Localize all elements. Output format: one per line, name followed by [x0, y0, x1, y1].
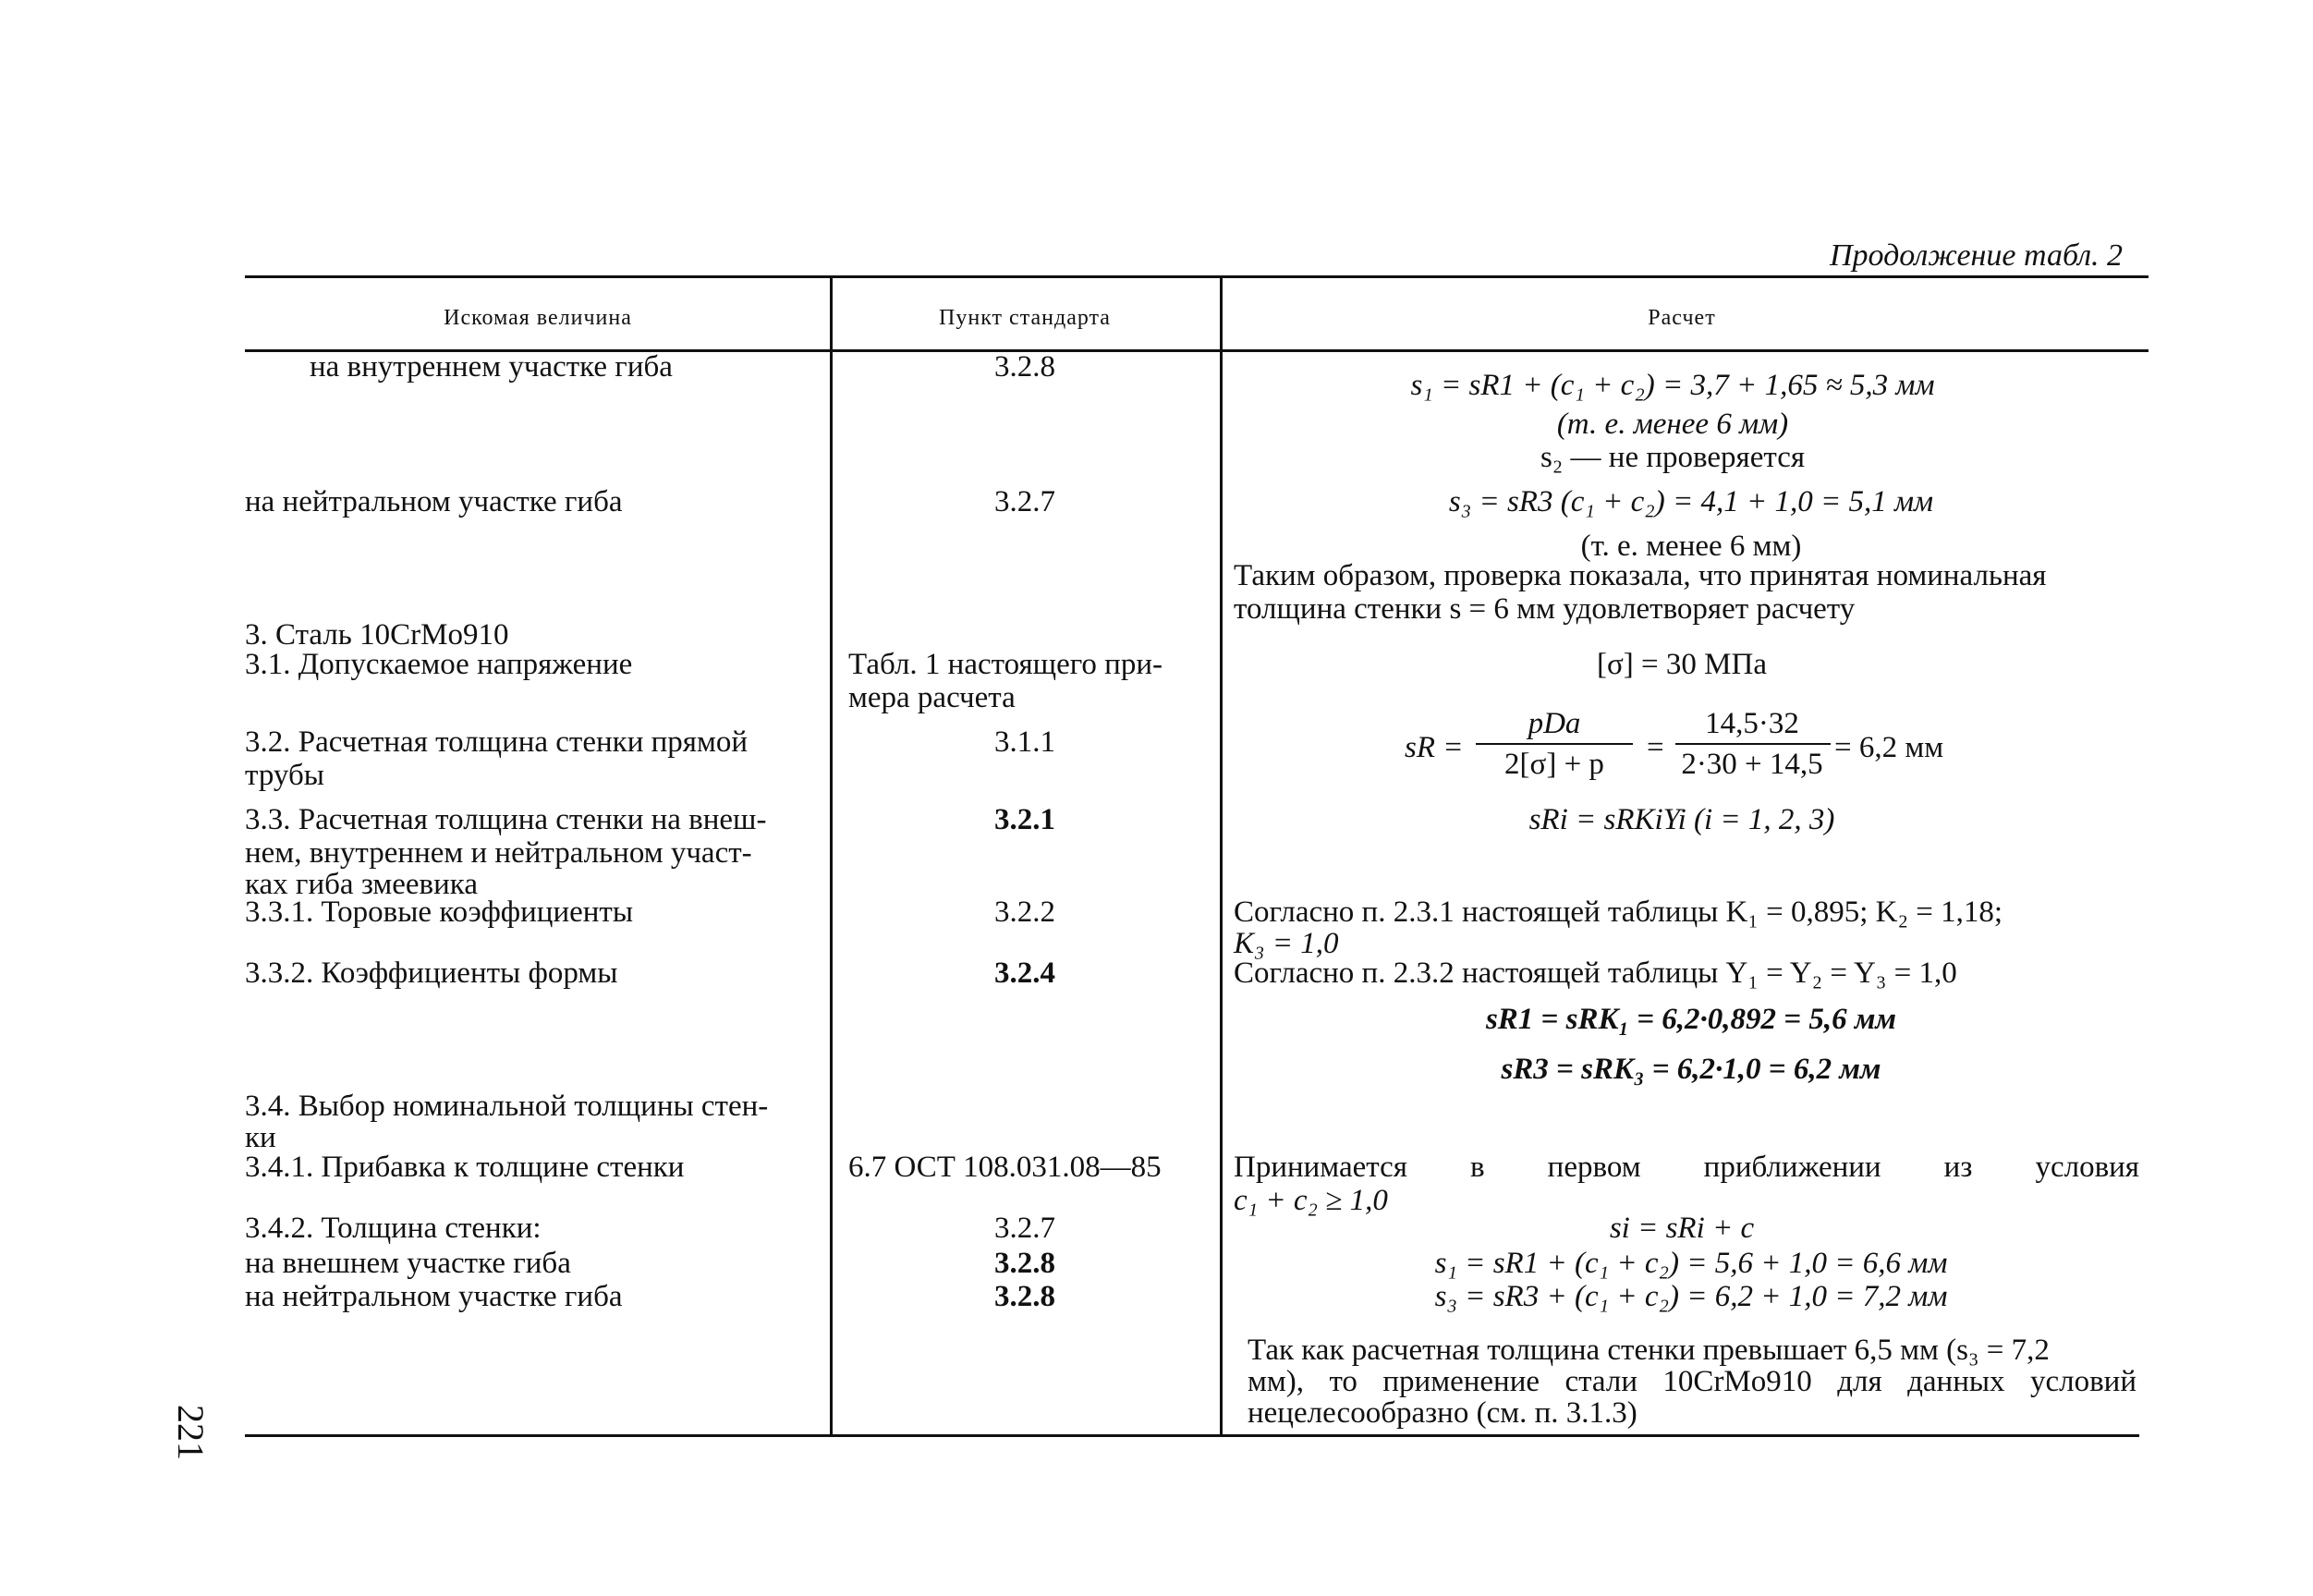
row-3-4-1-calc-2: c₁ + c₂ ≥ 1,0 [1234, 1184, 1388, 1217]
row-3-3-1-ref: 3.2.2 [994, 895, 1055, 929]
row-neutral-bend-calc-1: s₃ = sR3 (c₁ + c₂) = 4,1 + 1,0 = 5,1 мм [1448, 485, 1934, 518]
row-3-4-name-2: ки [245, 1121, 276, 1154]
column-divider-1 [830, 275, 833, 1434]
header-quantity: Искомая величина [444, 306, 632, 330]
row-outer-bend-name: на внешнем участке гиба [245, 1247, 571, 1280]
row-inner-bend-ref: 3.2.8 [994, 350, 1055, 384]
header-calculation: Расчет [1648, 306, 1716, 330]
conclusion-1-line-1: Таким образом, проверка показала, что принятая номинальная [1234, 559, 2047, 592]
row-3-3-1-calc-1: Согласно п. 2.3.1 настоящей таблицы K₁ = 0,895; K₂ = 1,18; [1234, 895, 2003, 929]
row-outer-bend-ref: 3.2.8 [994, 1247, 1055, 1280]
table-caption: Продолжение табл. 2 [1830, 238, 2124, 273]
row-3-3-name-1: 3.3. Расчетная толщина стенки на внеш- [245, 803, 767, 836]
row-3-3-name-3: ках гиба змеевика [245, 868, 478, 901]
row-3-2-calc-denominator-2: 2·30 + 14,5 [1681, 748, 1823, 781]
fraction-bar-1 [1476, 743, 1633, 745]
row-neutral-bend-2-ref: 3.2.8 [994, 1280, 1055, 1313]
row-inner-bend-name: на внутреннем участке гиба [310, 350, 673, 384]
row-inner-bend-calc-2: (т. е. менее 6 мм) [1556, 408, 1789, 441]
row-3-2-ref: 3.1.1 [994, 725, 1055, 759]
row-3-2-calc-numerator-1: pDa [1528, 707, 1581, 740]
row-3-1-ref-2: мера расчета [848, 681, 1016, 714]
row-3-2-calc-lhs: sR = [1405, 731, 1464, 764]
row-neutral-bend-2-calc: s₃ = sR3 + (c₁ + c₂) = 6,2 + 1,0 = 7,2 мм [1434, 1280, 1948, 1313]
section-3-title: 3. Сталь 10CrMo910 [245, 618, 509, 652]
row-3-4-2-calc: si = sRi + c [1609, 1212, 1755, 1245]
row-inner-bend-calc-1: s₁ = sR1 + (c₁ + c₂) = 3,7 + 1,65 ≈ 5,3 мм [1410, 369, 1935, 402]
row-3-4-1-ref: 6.7 ОСТ 108.031.08—85 [848, 1151, 1162, 1184]
conclusion-1-line-2: толщина стенки s = 6 мм удовлетворяет расчету [1234, 592, 1856, 626]
conclusion-2-line-2: мм), то применение стали 10CrMo910 для данных условий [1248, 1365, 2136, 1398]
row-3-4-name-1: 3.4. Выбор номинальной толщины стен- [245, 1090, 769, 1123]
row-3-3-calc: sRi = sRKiYi (i = 1, 2, 3) [1528, 803, 1835, 836]
row-3-4-2-ref: 3.2.7 [994, 1212, 1055, 1245]
row-3-2-calc-result: = 6,2 мм [1834, 731, 1944, 764]
row-neutral-bend-ref: 3.2.7 [994, 485, 1055, 518]
row-3-4-2-name: 3.4.2. Толщина стенки: [245, 1212, 542, 1245]
row-3-3-2-calc-3: sR3 = sRK₃ = 6,2·1,0 = 6,2 мм [1501, 1053, 1881, 1086]
page-number: 221 [170, 1405, 212, 1460]
row-3-2-name-2: трубы [245, 759, 324, 792]
row-3-3-name-2: нем, внутреннем и нейтральном участ- [245, 836, 752, 870]
row-3-2-name-1: 3.2. Расчетная толщина стенки прямой [245, 725, 748, 759]
table-bottom-rule [245, 1434, 2139, 1437]
row-3-3-1-calc-2: K₃ = 1,0 [1234, 927, 1339, 960]
table-top-rule [245, 275, 2149, 278]
fraction-bar-2 [1675, 743, 1831, 745]
row-3-2-calc-denominator-1: 2[σ] + p [1504, 748, 1604, 781]
row-3-4-1-name: 3.4.1. Прибавка к толщине стенки [245, 1151, 685, 1184]
row-neutral-bend-calc-2: (т. е. менее 6 мм) [1580, 530, 1802, 563]
conclusion-2-line-1: Так как расчетная толщина стенки превышает 6,5 мм (s₃ = 7,2 [1248, 1334, 2050, 1367]
row-neutral-bend-2-name: на нейтральном участке гиба [245, 1280, 623, 1313]
row-3-3-1-name: 3.3.1. Торовые коэффициенты [245, 895, 634, 929]
header-clause: Пункт стандарта [939, 306, 1111, 330]
row-3-2-calc-equals: = [1647, 731, 1664, 764]
row-3-4-1-calc-1: Принимается в первом приближении из условия [1234, 1151, 2139, 1184]
row-neutral-bend-name: на нейтральном участке гиба [245, 485, 623, 518]
row-3-3-ref: 3.2.1 [994, 803, 1055, 836]
row-inner-bend-calc-3: s₂ — не проверяется [1540, 441, 1806, 474]
row-3-1-name: 3.1. Допускаемое напряжение [245, 648, 633, 681]
column-divider-2 [1220, 275, 1223, 1434]
conclusion-2-line-3: нецелесообразно (см. п. 3.1.3) [1248, 1396, 1637, 1430]
row-3-3-2-ref: 3.2.4 [994, 956, 1055, 990]
row-3-3-2-calc-1: Согласно п. 2.3.2 настоящей таблицы Y₁ = Y₂ = Y₃ = 1,0 [1234, 956, 1957, 990]
row-3-2-calc-numerator-2: 14,5·32 [1705, 707, 1799, 740]
row-3-1-ref-1: Табл. 1 настоящего при- [848, 648, 1163, 681]
row-3-3-2-calc-2: sR1 = sRK₁ = 6,2·0,892 = 5,6 мм [1485, 1003, 1897, 1036]
row-outer-bend-calc: s₁ = sR1 + (c₁ + c₂) = 5,6 + 1,0 = 6,6 мм [1434, 1247, 1948, 1280]
row-3-3-2-name: 3.3.2. Коэффициенты формы [245, 956, 618, 990]
row-3-1-calc: [σ] = 30 МПа [1597, 648, 1767, 681]
